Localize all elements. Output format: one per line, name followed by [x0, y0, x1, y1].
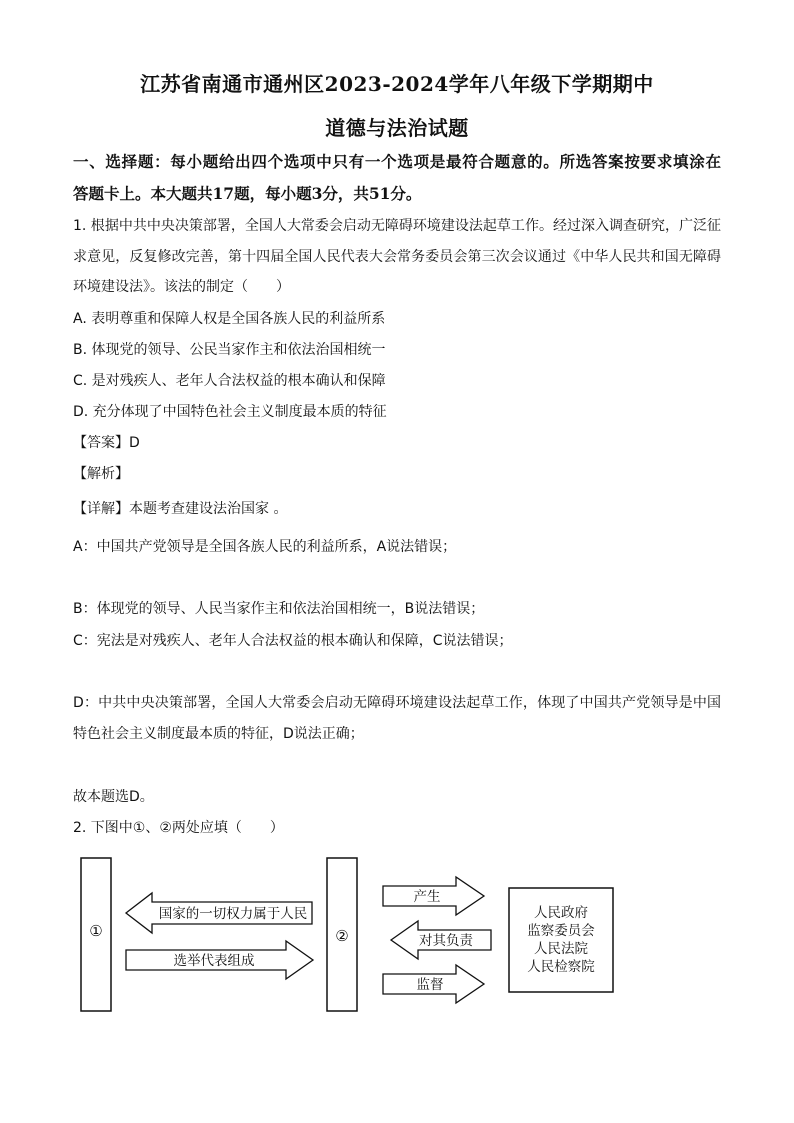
- section-heading-line-1: 一、选择题：每小题给出四个选项中只有一个选项是最符合题意的。所选答案按要求填涂在: [73, 152, 721, 171]
- question-1-stem-line-2: 求意见，反复修改完善，第十四届全国人民代表大会常务委员会第三次会议通过《中华人民共和国无障碍: [73, 249, 721, 265]
- question-1-explain-d-line-2: 特色社会主义制度最本质的特征，D说法正确；: [73, 726, 364, 742]
- organ-government: 人民政府: [534, 905, 588, 921]
- question-1-stem-line-3: 环境建设法》。该法的制定（ ）: [73, 279, 290, 295]
- organ-supervisory-commission: 监察委员会: [527, 923, 595, 939]
- question-1-explain-a: A：中国共产党领导是全国各族人民的利益所系，A说法错误；: [73, 539, 457, 555]
- left-arrow-label: 国家的一切权力属于人民: [158, 906, 308, 922]
- organ-procuratorate: 人民检察院: [527, 959, 595, 975]
- question-2-stem: 2. 下图中①、②两处应填（ ）: [73, 820, 284, 836]
- state-power-diagram: [0, 848, 794, 1028]
- arrow-responsible-label: 对其负责: [419, 933, 473, 949]
- question-1-option-a: A. 表明尊重和保障人权是全国各族人民的利益所系: [73, 311, 386, 327]
- question-1-explain-d-line-1: D：中共中央决策部署，全国人大常委会启动无障碍环境建设法起草工作，体现了中国共产党领导是中国: [73, 695, 721, 711]
- question-1-explain-b: B：体现党的领导、人民当家作主和依法治国相统一，B说法错误；: [73, 601, 485, 617]
- question-1-conclusion: 故本题选D。: [73, 789, 154, 805]
- question-1-analysis-label: 【解析】: [73, 466, 129, 482]
- state-organs-box: [509, 888, 613, 992]
- question-1-stem-line-1: 1. 根据中共中央决策部署，全国人大常委会启动无障碍环境建设法起草工作。经过深入调查研究，广泛征: [73, 218, 721, 234]
- question-1-option-c: C. 是对残疾人、老年人合法权益的根本确认和保障: [73, 373, 386, 389]
- question-1-option-b: B. 体现党的领导、公民当家作主和依法治国相统一: [73, 342, 386, 358]
- arrow-produce-label: 产生: [413, 889, 441, 905]
- document-title: 江苏省南通市通州区2023-2024学年八年级下学期期中: [140, 72, 654, 96]
- question-1-detail: 【详解】本题考查建设法治国家 。: [73, 501, 288, 517]
- blank-box-1-label: ①: [89, 922, 103, 940]
- question-1-option-d: D. 充分体现了中国特色社会主义制度最本质的特征: [73, 404, 387, 420]
- arrow-supervise-label: 监督: [416, 977, 444, 993]
- section-heading-line-2: 答题卡上。本大题共17题，每小题3分，共51分。: [73, 184, 422, 203]
- question-1-answer: 【答案】D: [73, 435, 140, 451]
- document-subtitle: 道德与法治试题: [325, 116, 469, 140]
- organ-court: 人民法院: [534, 941, 588, 957]
- blank-box-2-label: ②: [335, 927, 349, 945]
- question-1-explain-c: C：宪法是对残疾人、老年人合法权益的根本确认和保障，C说法错误；: [73, 633, 513, 649]
- right-arrow-label: 选举代表组成: [173, 953, 255, 969]
